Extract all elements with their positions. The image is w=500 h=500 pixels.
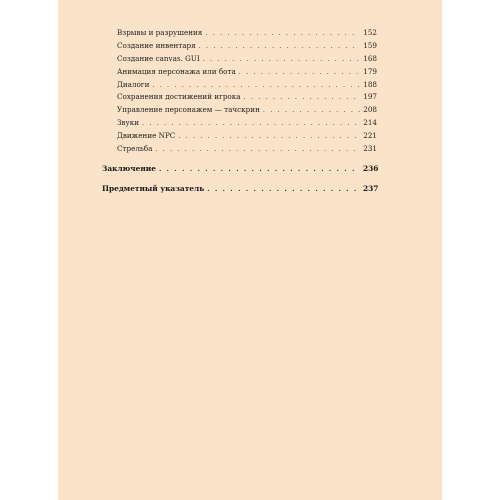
toc-entry-npc-movement[interactable] <box>117 131 377 144</box>
toc-entry-label: Диалоги <box>117 79 150 89</box>
toc-entry-label: Анимация персонажа или бота <box>117 66 236 76</box>
toc-entry-label: Создание инвентаря <box>117 40 196 50</box>
toc-entry-page-number: 208 <box>363 105 377 115</box>
dot-leader <box>205 29 360 37</box>
toc-entry-label: Создание canvas. GUI <box>117 53 200 63</box>
dot-leader <box>203 55 360 63</box>
dot-leader <box>199 42 360 50</box>
toc-entry-canvas-gui[interactable] <box>117 54 377 67</box>
book-page <box>58 0 442 500</box>
toc-entry-inventory[interactable] <box>117 41 377 54</box>
dot-leader <box>239 68 360 76</box>
toc-entry-shooting[interactable] <box>117 144 377 157</box>
dot-leader <box>207 185 360 193</box>
toc-entry-saves[interactable] <box>117 92 377 105</box>
toc-entry-touchscreen[interactable] <box>117 105 377 118</box>
dot-leader <box>152 81 360 89</box>
dot-leader <box>142 119 360 127</box>
toc-entry-page-number: 152 <box>363 28 377 37</box>
toc-entry-page-number: 197 <box>363 92 377 102</box>
dot-leader <box>178 132 360 140</box>
dot-leader <box>263 106 360 114</box>
toc-entry-page-number: 179 <box>363 66 377 76</box>
toc-entry-label: Движение NPC <box>117 131 176 141</box>
dot-leader <box>159 165 360 173</box>
toc-entry-page-number: 168 <box>363 53 377 63</box>
toc-entry-label: Заключение <box>102 164 156 173</box>
dot-leader <box>155 145 360 153</box>
toc-entry-animation[interactable] <box>117 67 377 80</box>
toc-entry-conclusion[interactable] <box>102 164 377 173</box>
toc-entry-subject-index[interactable] <box>102 184 377 193</box>
toc-entry-sounds[interactable] <box>117 118 377 131</box>
dot-leader <box>244 93 360 101</box>
toc-entry-label: Управление персонажем — тачскрин <box>117 105 260 115</box>
toc-entry-label: Стрельба <box>117 144 153 154</box>
table-of-contents <box>117 28 377 157</box>
toc-entry-page-number: 221 <box>363 131 377 141</box>
toc-entry-label: Взрывы и разрушения <box>117 28 203 37</box>
toc-entry-dialogs[interactable] <box>117 80 377 93</box>
toc-entry-page-number: 231 <box>363 144 377 154</box>
toc-entry-page-number: 214 <box>363 118 377 128</box>
toc-entry-page-number: 188 <box>363 79 377 89</box>
toc-entry-page-number: 237 <box>363 184 379 193</box>
toc-entry-page-number: 236 <box>363 164 379 173</box>
toc-entry-label: Предметный указатель <box>102 184 205 193</box>
toc-entry-label: Звуки <box>117 118 140 128</box>
toc-entry-label: Сохранения достижений игрока <box>117 92 241 102</box>
toc-entry-page-number: 159 <box>363 40 377 50</box>
toc-entry-explosions[interactable] <box>117 28 377 41</box>
